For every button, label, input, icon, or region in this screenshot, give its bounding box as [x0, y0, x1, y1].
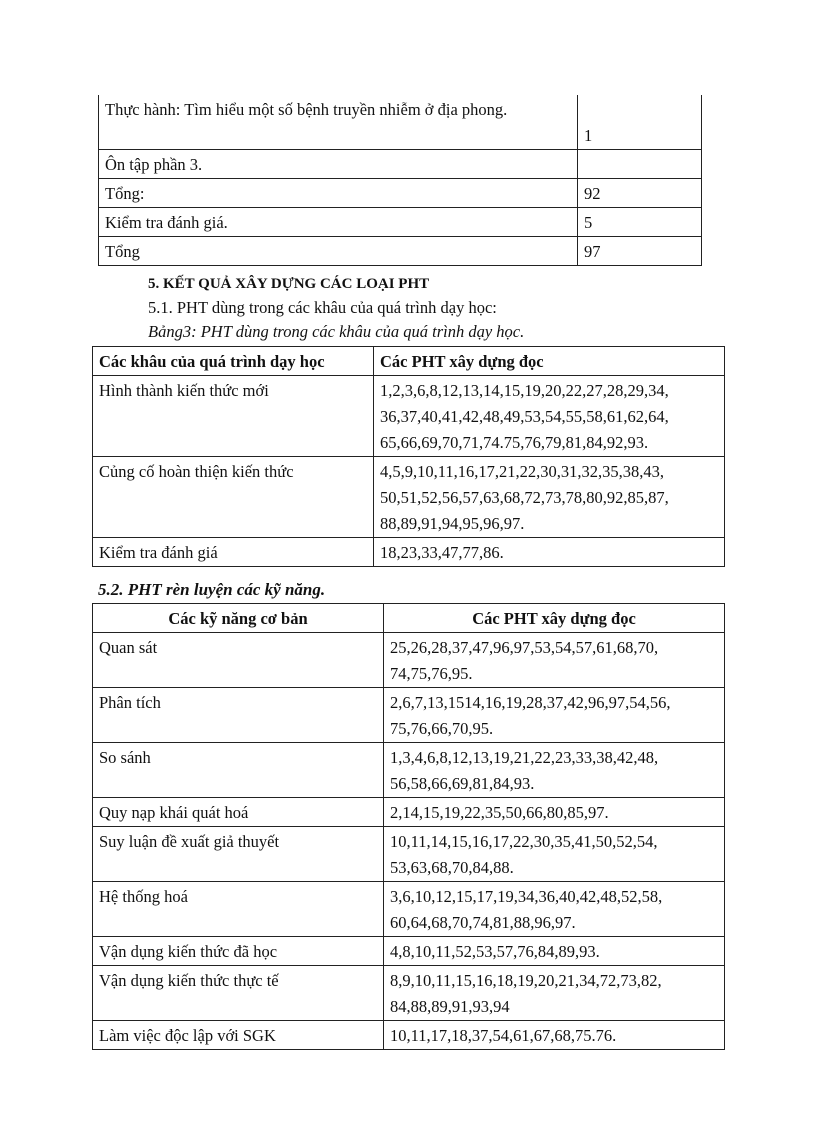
table-row [93, 633, 725, 688]
table-cell-value: 97 [578, 237, 702, 266]
column-header: Các kỹ năng cơ bản [93, 604, 384, 633]
table-row [93, 376, 725, 457]
subsection-text: 5.1. PHT dùng trong các khâu của quá trình dạy học: [148, 298, 497, 317]
table-caption: Bảng3: PHT dùng trong các khâu của quá trình dạy học. [148, 322, 525, 341]
table-cell-label: Hình thành kiến thức mới [93, 376, 374, 457]
table-cell-value: 25,26,28,37,47,96,97,53,54,57,61,68,70, 74,75,76,95. [384, 633, 725, 688]
table-cell-value: 5 [578, 208, 702, 237]
table-cell-label: Quy nạp khái quát hoá [93, 798, 384, 827]
column-header: Các khâu của quá trình dạy học [93, 347, 374, 376]
table-row [99, 208, 702, 237]
table-row [99, 237, 702, 266]
table-row [93, 743, 725, 798]
table-cell-value [578, 150, 702, 179]
table-row [99, 179, 702, 208]
summary-table [98, 95, 702, 266]
table-cell-label: Suy luận đề xuất giả thuyết [93, 827, 384, 882]
table-cell-label: Tổng [99, 237, 578, 266]
table-row [93, 1021, 725, 1050]
table-row [93, 688, 725, 743]
table-header-row [93, 604, 725, 633]
table-cell-label: Quan sát [93, 633, 384, 688]
table-cell-value: 1,2,3,6,8,12,13,14,15,19,20,22,27,28,29,34, 36,37,40,41,42,48,49,53,54,55,58,61,62,64, 65,66,69,70,71,74.75,76,79,81,84,92,93. [374, 376, 725, 457]
table-cell-value: 2,14,15,19,22,35,50,66,80,85,97. [384, 798, 725, 827]
table-cell-label: Hệ thống hoá [93, 882, 384, 937]
table-cell-label: Làm việc độc lập với SGK [93, 1021, 384, 1050]
section-heading: 5.2. PHT rèn luyện các kỹ năng. [98, 580, 326, 599]
column-header: Các PHT xây dựng đọc [384, 604, 725, 633]
table-cell-label: Phân tích [93, 688, 384, 743]
table-cell-label: Kiểm tra đánh giá. [99, 208, 578, 237]
table-row [99, 95, 702, 150]
table-cell-label: So sánh [93, 743, 384, 798]
table-row [93, 538, 725, 567]
table-cell-label: Thực hành: Tìm hiểu một số bệnh truyền nhiễm ở địa phong. [99, 95, 578, 150]
table-cell-value: 2,6,7,13,1514,16,19,28,37,42,96,97,54,56, 75,76,66,70,95. [384, 688, 725, 743]
table-cell-value: 18,23,33,47,77,86. [374, 538, 725, 567]
table-cell-label: Kiểm tra đánh giá [93, 538, 374, 567]
section-heading: 5. KẾT QUẢ XÂY DỰNG CÁC LOẠI PHT [148, 276, 430, 292]
table-header-row [93, 347, 725, 376]
table-cell-label: Vận dụng kiến thức thực tế [93, 966, 384, 1021]
table-cell-value: 4,5,9,10,11,16,17,21,22,30,31,32,35,38,43, 50,51,52,56,57,63,68,72,73,78,80,92,85,87, 88,89,91,94,95,96,97. [374, 457, 725, 538]
table-cell-value: 1,3,4,6,8,12,13,19,21,22,23,33,38,42,48, 56,58,66,69,81,84,93. [384, 743, 725, 798]
table-cell-value: 10,11,14,15,16,17,22,30,35,41,50,52,54, 53,63,68,70,84,88. [384, 827, 725, 882]
table-cell-value: 10,11,17,18,37,54,61,67,68,75.76. [384, 1021, 725, 1050]
table-cell-value: 8,9,10,11,15,16,18,19,20,21,34,72,73,82, 84,88,89,91,93,94 [384, 966, 725, 1021]
skills-table [92, 603, 725, 1050]
table-cell-label: Tổng: [99, 179, 578, 208]
table-row [93, 966, 725, 1021]
table-cell-value: 3,6,10,12,15,17,19,34,36,40,42,48,52,58, 60,64,68,70,74,81,88,96,97. [384, 882, 725, 937]
table-row [93, 827, 725, 882]
teaching-stages-table [92, 346, 725, 567]
table-cell-label: Vận dụng kiến thức đã học [93, 937, 384, 966]
table-row [93, 457, 725, 538]
table-cell-value: 92 [578, 179, 702, 208]
table-row [93, 937, 725, 966]
table-cell-label: Ôn tập phần 3. [99, 150, 578, 179]
table-row [99, 150, 702, 179]
table-row [93, 798, 725, 827]
column-header: Các PHT xây dựng đọc [374, 347, 725, 376]
table-cell-value: 4,8,10,11,52,53,57,76,84,89,93. [384, 937, 725, 966]
table-cell-label: Củng cố hoàn thiện kiến thức [93, 457, 374, 538]
table-row [93, 882, 725, 937]
table-cell-value: 1 [578, 95, 702, 150]
